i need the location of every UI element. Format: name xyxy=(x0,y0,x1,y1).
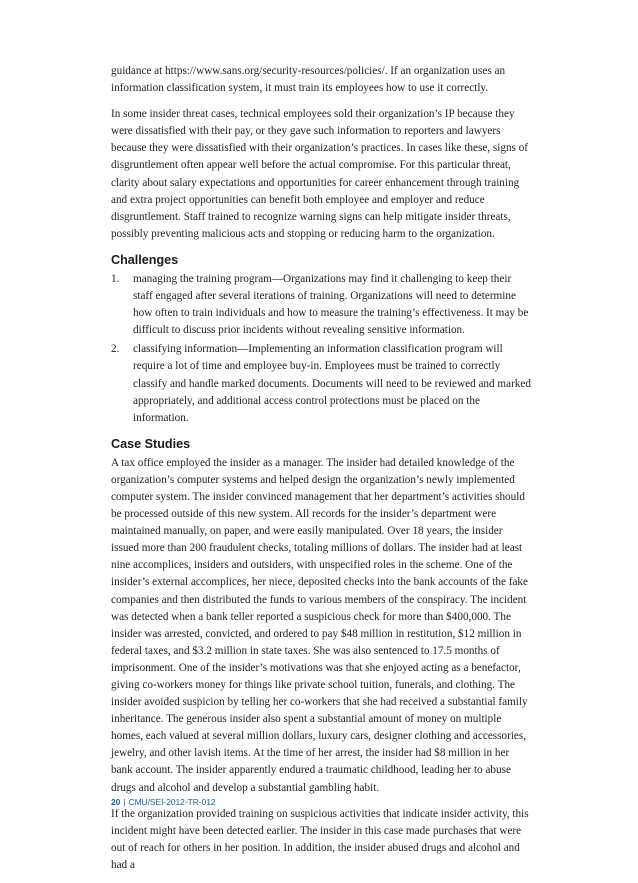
paragraph-insider-threat-cases: In some insider threat cases, technical employees sold their organization’s IP because they were dissatisfied with their pay, or they gave such information to reporters and lawyers because they were dissatisfied with their organization’s practices. In cases like these, signs of disgruntlement often appear well before the actual compromise. For this particular threat, clarity about salary expectations and opportunities for career enhancement through training and extra project opportunities can benefit both employee and employer and reduce disgruntlement. Staff trained to recognize warning signs can help mitigate insider threats, possibly preventing malicious acts and stopping or reducing harm to the organization. xyxy=(111,108,529,240)
list-item-number: 1. xyxy=(111,272,120,285)
page-footer xyxy=(111,797,216,807)
page-number: 20 xyxy=(111,797,121,807)
list-item-number: 2. xyxy=(111,343,120,356)
report-id: CMU/SEI-2012-TR-012 xyxy=(128,797,216,807)
list-item xyxy=(111,271,531,339)
footer-separator: | xyxy=(123,797,126,807)
challenges-heading: Challenges xyxy=(111,252,179,267)
challenges-list xyxy=(111,271,531,427)
list-item xyxy=(111,341,531,426)
paragraph-case-study-analysis: If the organization provided training on suspicious activities that indicate insider activity, this incident might have been detected earlier. The insider in this case made purchases that were out of reach for others in her position. In addition, the insider abused drugs and alcohol and had a xyxy=(111,807,529,871)
page-content xyxy=(111,63,531,883)
case-studies-heading: Case Studies xyxy=(111,436,191,451)
list-item-text: managing the training program—Organizations may find it challenging to keep their staff engaged after several iterations of training. Organizations will need to determine how often to train individuals and how to measure the training’s effectiveness. It may be difficult to discuss prior incidents without revealing sensitive information. xyxy=(133,272,529,337)
list-item-text: classifying information—Implementing an information classification program will require a lot of time and employee buy-in. Employees must be trained to correctly classify and handle marked documents. Documents will need to be reviewed and marked appropriately, and additional access control protections must be placed on the information. xyxy=(133,343,531,424)
paragraph-case-study: A tax office employed the insider as a manager. The insider had detailed knowledge of the organization’s computer systems and helped design the organization’s newly implemented computer system. The insider convinced management that her department’s activities should be processed outside of this new system. All records for the insider’s department were maintained manually, on paper, and were easily manipulated. Over 18 years, the insider issued more than 200 fraudulent checks, totaling millions of dollars. The insider had at least nine accomplices, insiders and outsiders, with unspecified roles in the scheme. One of the insider’s external accomplices, her niece, deposited checks into the bank accounts of the fake companies and then distributed the funds to various members of the conspiracy. The incident was detected when a bank teller reported a suspicious check for more than $400,000. The insider was arrested, convicted, and ordered to pay $48 million in restitution, $12 million in federal taxes, and $3.2 million in state taxes. She was also sentenced to 17.5 months of imprisonment. One of the insider’s motivations was that she enjoyed acting as a benefactor, giving co-workers money for things like private school tuition, funerals, and clothing. The insider avoided suspicion by telling her co-workers that she had received a substantial family inheritance. The generous insider also spent a substantial amount of money on multiple homes, each valued at several million dollars, luxury cars, designer clothing and accessories, jewelry, and other lavish items. At the time of her arrest, the insider had $8 million in her bank account. The insider apparently endured a traumatic childhood, leading her to abuse drugs and alcohol and develop a substantial gambling habit. xyxy=(111,456,528,794)
paragraph-guidance: guidance at https://www.sans.org/security-resources/policies/. If an organization uses an information classification system, it must train its employees how to use it correctly. xyxy=(111,65,506,95)
